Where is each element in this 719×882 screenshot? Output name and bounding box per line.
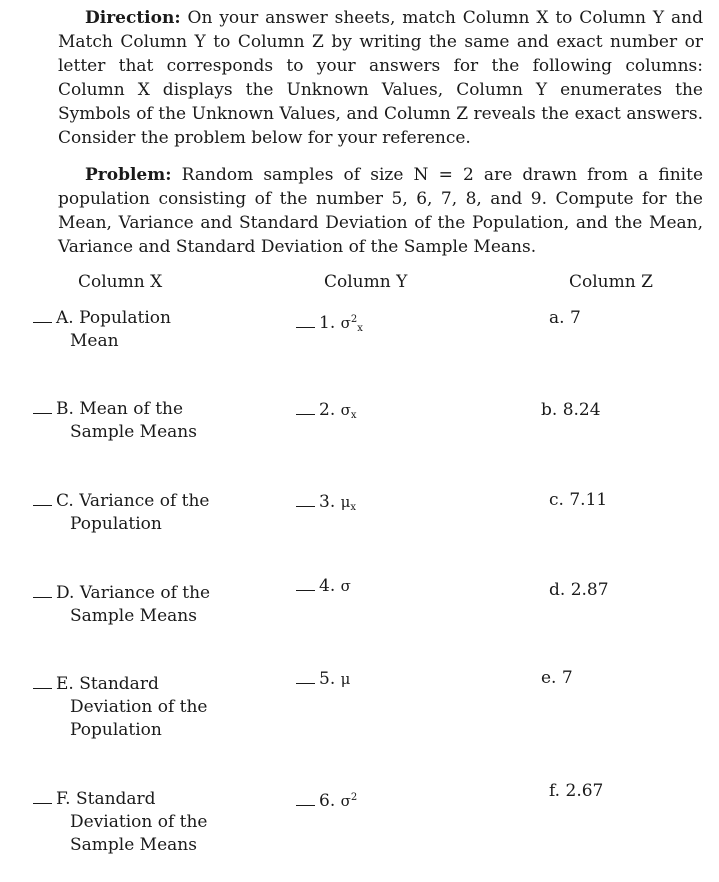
subscript: x <box>357 323 363 334</box>
mu-symbol: μ <box>340 670 351 688</box>
answer-blank[interactable] <box>33 399 52 414</box>
problem-label: Problem: <box>85 165 172 185</box>
item-line: Population <box>70 720 162 740</box>
item-line: Mean of the <box>79 399 184 419</box>
column-y-item-3 <box>296 491 356 519</box>
item-line: Variance of the <box>79 491 210 511</box>
answer-blank[interactable] <box>296 400 315 415</box>
column-z-item-b <box>541 399 601 422</box>
column-y-item-2 <box>296 399 357 427</box>
answer-blank[interactable] <box>296 669 315 684</box>
item-value: 7.11 <box>569 490 608 510</box>
item-line: Deviation of the <box>70 812 208 832</box>
item-number: 3. <box>319 492 336 512</box>
column-z-item-f <box>549 780 603 803</box>
item-letter: f. <box>549 781 561 801</box>
item-line: Sample Means <box>70 835 197 855</box>
item-value: 2.87 <box>570 580 609 600</box>
answer-blank[interactable] <box>296 791 315 806</box>
subscript: x <box>350 410 357 421</box>
column-x-item-c <box>33 490 209 536</box>
item-letter: D. <box>56 583 75 603</box>
column-z-item-a <box>549 307 581 330</box>
item-letter: E. <box>56 674 74 694</box>
mu-symbol: μ <box>340 493 351 511</box>
direction-text: On your answer sheets, match Column X to Column Y and Match Column Y to Column Z by writing the same and exact number or letter that corresponds to your answers for the following columns: Column X displays the Unknown Values, Column Y enumerates the Symbols of the Unknown Values, and Column Z reveals the exact answers. Consider the problem below for your reference. <box>58 8 704 148</box>
column-x-header: Column X <box>78 272 163 292</box>
item-line: Sample Means <box>70 422 197 442</box>
column-x-item-f <box>33 788 208 857</box>
column-x-item-a <box>33 307 171 353</box>
problem-text: Random samples of size N = 2 are drawn from a finite population consisting of the number 5, 6, 7, 8, and 9. Compute for the Mean, Variance and Standard Deviation of the Population, and the Mean, Variance and Standard Deviation of the Sample Means. <box>58 165 704 257</box>
item-letter: a. <box>549 308 565 328</box>
column-x-item-e <box>33 673 208 742</box>
item-line: Mean <box>70 331 119 351</box>
item-letter: c. <box>549 490 564 510</box>
column-z-item-c <box>549 489 607 512</box>
item-number: 2. <box>319 400 336 420</box>
item-letter: F. <box>56 789 71 809</box>
item-letter: A. <box>56 308 74 328</box>
direction-paragraph <box>58 6 703 150</box>
superscript: 2 <box>350 792 358 803</box>
answer-blank[interactable] <box>33 583 52 598</box>
answer-blank[interactable] <box>296 576 315 591</box>
answer-blank[interactable] <box>33 674 52 689</box>
item-letter: C. <box>56 491 74 511</box>
item-line: Standard <box>75 789 156 809</box>
direction-label: Direction: <box>85 8 181 28</box>
column-z-header: Column Z <box>569 272 653 292</box>
item-line: Population <box>70 514 162 534</box>
subscript: x <box>350 502 357 513</box>
item-number: 4. <box>319 576 336 596</box>
column-y-item-6 <box>296 786 357 813</box>
column-y-header: Column Y <box>324 272 408 292</box>
item-value: 2.67 <box>565 781 604 801</box>
item-letter: B. <box>56 399 74 419</box>
item-value: 7 <box>569 308 581 328</box>
item-letter: b. <box>541 400 558 420</box>
sigma-symbol: σ <box>340 792 351 810</box>
superscript: 2 <box>350 314 358 325</box>
sigma-symbol: σ <box>340 314 351 332</box>
item-number: 5. <box>319 669 336 689</box>
problem-paragraph <box>58 163 703 259</box>
item-line: Variance of the <box>79 583 211 603</box>
sigma-symbol: σ <box>340 577 351 595</box>
column-y-item-1 <box>296 308 363 340</box>
column-z-item-d <box>549 579 609 602</box>
item-letter: d. <box>549 580 566 600</box>
sigma-symbol: σ <box>340 401 351 419</box>
column-x-item-b <box>33 398 197 444</box>
item-line: Standard <box>79 674 159 694</box>
item-value: 8.24 <box>562 400 601 420</box>
column-x-item-d <box>33 582 210 628</box>
answer-blank[interactable] <box>33 308 52 323</box>
item-line: Sample Means <box>70 606 197 626</box>
answer-blank[interactable] <box>296 313 315 328</box>
answer-blank[interactable] <box>296 492 315 507</box>
item-line: Population <box>79 308 171 328</box>
column-y-item-4 <box>296 575 351 598</box>
item-number: 1. <box>319 313 336 333</box>
answer-blank[interactable] <box>33 491 52 506</box>
column-y-item-5 <box>296 668 350 691</box>
column-z-item-e <box>541 667 573 690</box>
item-line: Deviation of the <box>70 697 208 717</box>
item-number: 6. <box>319 791 336 811</box>
item-letter: e. <box>541 668 557 688</box>
item-value: 7 <box>561 668 573 688</box>
answer-blank[interactable] <box>33 789 52 804</box>
